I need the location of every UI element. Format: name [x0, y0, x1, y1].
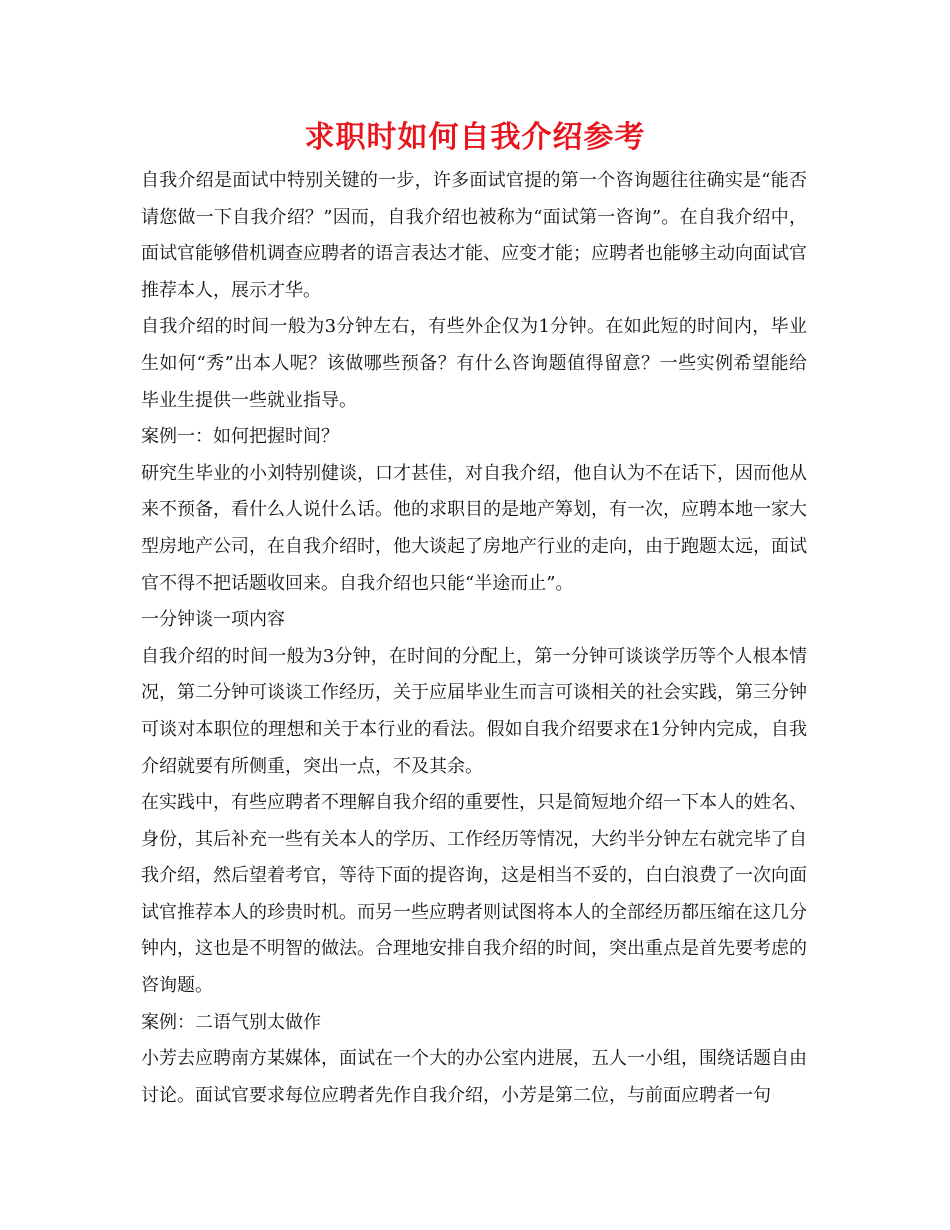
heading-one-minute: 一分钟谈一项内容	[141, 609, 285, 631]
paragraph-time: 自我介绍的时间一般为3分钟左右，有些外企仅为1分钟。在如此短的时间内，毕业生如何“秀”出本人呢？该做哪些预备？有什么咨询题值得留意？一些实例希望能给毕业生提供一些就业指导。	[141, 316, 807, 411]
heading-case-two: 案例：二语气别太做作	[141, 1011, 321, 1033]
paragraph-one-minute: 自我介绍的时间一般为3分钟，在时间的分配上，第一分钟可谈谈学历等个人根本情况，第二分钟可谈谈工作经历，关于应届毕业生而言可谈相关的社会实践，第三分钟可谈对本职位的理想和关于本行业的看法。假如自我介绍要求在1分钟内完成，自我介绍就要有所侧重，突出一点，不及其余。	[141, 645, 807, 777]
heading-case-one: 案例一：如何把握时间？	[141, 426, 339, 448]
document-title: 求职时如何自我介绍参考	[304, 120, 646, 155]
paragraph-intro: 自我介绍是面试中特别关键的一步，许多面试官提的第一个咨询题往往确实是“能否请您做一下自我介绍？”因而，自我介绍也被称为“面试第一咨询”。在自我介绍中，面试官能够借机调查应聘者的语言表达才能、应变才能；应聘者也能够主动向面试官推荐本人，展示才华。	[141, 170, 807, 301]
paragraph-practice: 在实践中，有些应聘者不理解自我介绍的重要性，只是简短地介绍一下本人的姓名、身份，其后补充一些有关本人的学历、工作经历等情况，大约半分钟左右就完毕了自我介绍，然后望着考官，等待下面的提咨询，这是相当不妥的，白白浪费了一次向面试官推荐本人的珍贵时机。而另一些应聘者则试图将本人的全部经历都压缩在这几分钟内，这也是不明智的做法。合理地安排自我介绍的时间，突出重点是首先要考虑的咨询题。	[141, 792, 807, 997]
paragraph-case-one: 研究生毕业的小刘特别健谈，口才甚佳，对自我介绍，他自认为不在话下，因而他从来不预备，看什么人说什么话。他的求职目的是地产筹划，有一次，应聘本地一家大型房地产公司，在自我介绍时，他大谈起了房地产行业的走向，由于跑题太远，面试官不得不把话题收回来。自我介绍也只能“半途而止”。	[141, 462, 807, 594]
paragraph-case-two: 小芳去应聘南方某媒体，面试在一个大的办公室内进展，五人一小组，围绕话题自由讨论。面试官要求每位应聘者先作自我介绍，小芳是第二位，与前面应聘者一句	[141, 1048, 807, 1106]
document-body	[141, 163, 807, 1114]
